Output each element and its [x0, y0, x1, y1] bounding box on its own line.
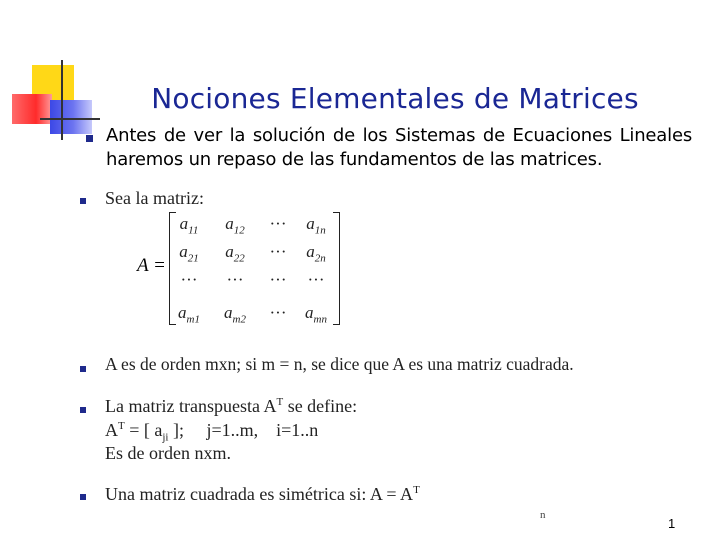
- matrix-cell: $a_{mn}$: [305, 303, 327, 326]
- matrix-cell: $a_{m1}$: [178, 303, 200, 326]
- slide-title: Nociones Elementales de Matrices: [151, 82, 639, 115]
- stray-mark: n: [540, 509, 546, 521]
- matrix-label: A =: [137, 255, 166, 276]
- square-bullet-icon: [86, 135, 93, 142]
- intro-paragraph: Antes de ver la solución de los Sistemas de Ecuaciones Lineales haremos un repaso de las fundamentos de las matrices.: [106, 125, 692, 170]
- page-number: 1: [668, 516, 676, 531]
- matrix-cell: $a_{12}$: [225, 214, 245, 237]
- matrix-cell: $a_{2n}$: [306, 242, 326, 265]
- matrix-cell: $a_{21}$: [179, 242, 199, 265]
- matrix-cell: ···: [269, 214, 287, 233]
- item-order: A es de orden mxn; si m = n, se dice que A es una matriz cuadrada.: [105, 354, 574, 374]
- matrix-cell: ···: [307, 270, 325, 289]
- matrix-cell: $a_{m2}$: [224, 303, 246, 326]
- bullet-icon: [80, 366, 86, 372]
- matrix-cell: $a_{11}$: [179, 214, 199, 237]
- bullet-icon: [80, 407, 86, 413]
- bullet-icon: [80, 494, 86, 500]
- matrix-cell: ···: [269, 270, 287, 289]
- item-transpose-line1: La matriz transpuesta $A^T$ se define:: [105, 396, 358, 416]
- matrix-cell: ···: [226, 270, 244, 289]
- matrix-cell: ···: [269, 303, 287, 322]
- matrix-cell: $a_{22}$: [225, 242, 245, 265]
- bullet-icon: [80, 198, 86, 204]
- item-symmetric: Una matriz cuadrada es simétrica si: $A = A^T$: [105, 484, 420, 504]
- item-transpose-line3: Es de orden nxm.: [105, 443, 231, 463]
- matrix-cell: $a_{1n}$: [306, 214, 326, 237]
- item-transpose-line2: $A^T$ = [ $a_{ji}$ ]; j=1..m, i=1..n: [105, 420, 319, 444]
- matrix-cell: ···: [269, 242, 287, 261]
- matrix-cell: ···: [180, 270, 198, 289]
- decor-horizontal-line: [40, 118, 100, 120]
- item-matrix-intro: Sea la matriz:: [105, 188, 204, 208]
